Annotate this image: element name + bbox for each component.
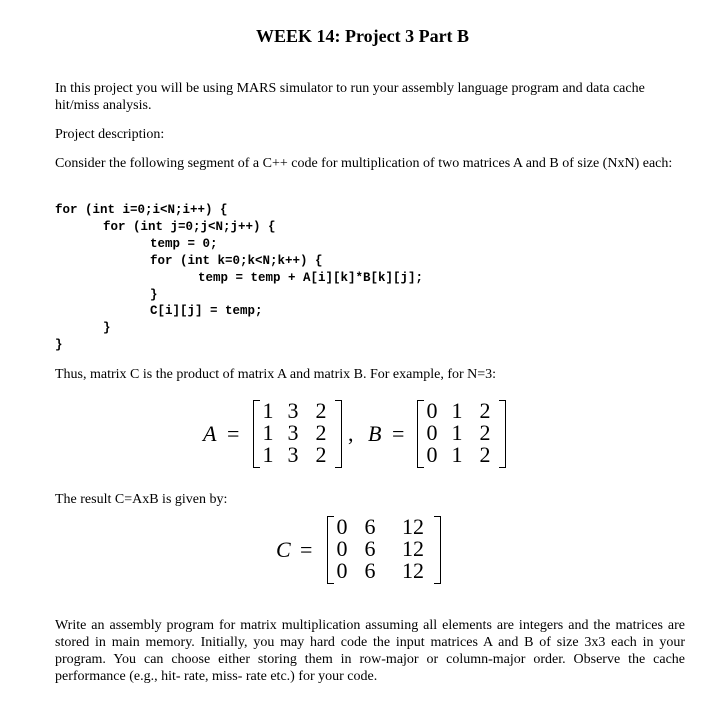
equals-sign-c: = <box>300 537 313 562</box>
matrix-b-cell: 1 <box>451 420 463 445</box>
equals-sign-b: = <box>392 421 405 446</box>
matrix-b-cell: 0 <box>426 442 438 467</box>
code-line-6: } <box>150 288 158 302</box>
project-description-label: Project description: <box>55 127 165 142</box>
matrix-b-cell: 0 <box>426 398 438 423</box>
code-line-5: temp = temp + A[i][k]*B[k][j]; <box>198 271 424 285</box>
matrix-b-cell: 2 <box>479 420 491 445</box>
matrix-a-cell: 3 <box>287 420 299 445</box>
matrix-c-name: C <box>276 537 291 562</box>
matrix-c-cell: 12 <box>402 558 424 583</box>
matrix-a-cell: 2 <box>315 398 327 423</box>
code-line-4: for (int k=0;k<N;k++) { <box>150 254 323 268</box>
matrix-b <box>422 400 498 466</box>
consider-paragraph: Consider the following segment of a C++ code for multiplication of two matrices A and B of size (NxN) each: <box>55 156 673 171</box>
final-paragraph: Write an assembly program for matrix multiplication assuming all elements are integers and the matrices are stored in main memory. Initially, you may hard code the input matrices A and B of size 3x3 each in your program. You can choose either storing them in row-major or column-major order. Observe the cache performance (e.g., hit- rate, miss- rate etc.) for your code. <box>55 618 685 684</box>
code-line-7: C[i][j] = temp; <box>150 304 263 318</box>
matrix-c-cell: 0 <box>336 514 348 539</box>
matrix-b-cell: 0 <box>426 420 438 445</box>
matrix-c-cell: 6 <box>364 536 376 561</box>
equals-sign-a: = <box>227 421 240 446</box>
matrix-c-cell: 12 <box>402 514 424 539</box>
code-line-8: } <box>103 321 111 335</box>
code-line-2: for (int j=0;j<N;j++) { <box>103 220 276 234</box>
matrix-a <box>258 400 334 466</box>
matrix-c-cell: 0 <box>336 536 348 561</box>
result-label: The result C=AxB is given by: <box>55 492 228 507</box>
matrix-c-right-bracket <box>434 516 441 584</box>
matrix-a-name: A <box>203 421 217 446</box>
matrix-a-cell: 3 <box>287 398 299 423</box>
matrix-a-cell: 1 <box>262 442 274 467</box>
matrix-b-name: B <box>368 421 382 446</box>
matrix-a-cell: 2 <box>315 442 327 467</box>
matrix-b-cell: 2 <box>479 442 491 467</box>
page-title: WEEK 14: Project 3 Part B <box>255 26 470 46</box>
matrix-c-cell: 6 <box>364 514 376 539</box>
matrix-b-cell: 2 <box>479 398 491 423</box>
matrix-c <box>332 516 438 582</box>
code-line-3: temp = 0; <box>150 237 218 251</box>
intro-paragraph: In this project you will be using MARS simulator to run your assembly language program and data cache hit/miss analysis. <box>55 81 645 113</box>
matrix-a-cell: 1 <box>262 398 274 423</box>
matrix-a-right-bracket <box>335 400 342 468</box>
thus-paragraph: Thus, matrix C is the product of matrix A and matrix B. For example, for N=3: <box>55 367 497 382</box>
matrix-c-cell: 6 <box>364 558 376 583</box>
matrix-c-cell: 12 <box>402 536 424 561</box>
matrix-a-cell: 3 <box>287 442 299 467</box>
matrix-b-cell: 1 <box>451 398 463 423</box>
code-line-9: } <box>55 338 63 352</box>
matrix-a-cell: 1 <box>262 420 274 445</box>
code-line-1: for (int i=0;i<N;i++) { <box>55 203 228 217</box>
matrix-a-cell: 2 <box>315 420 327 445</box>
matrix-c-cell: 0 <box>336 558 348 583</box>
matrix-b-right-bracket <box>499 400 506 468</box>
matrix-comma: , <box>348 421 354 446</box>
matrix-b-cell: 1 <box>451 442 463 467</box>
